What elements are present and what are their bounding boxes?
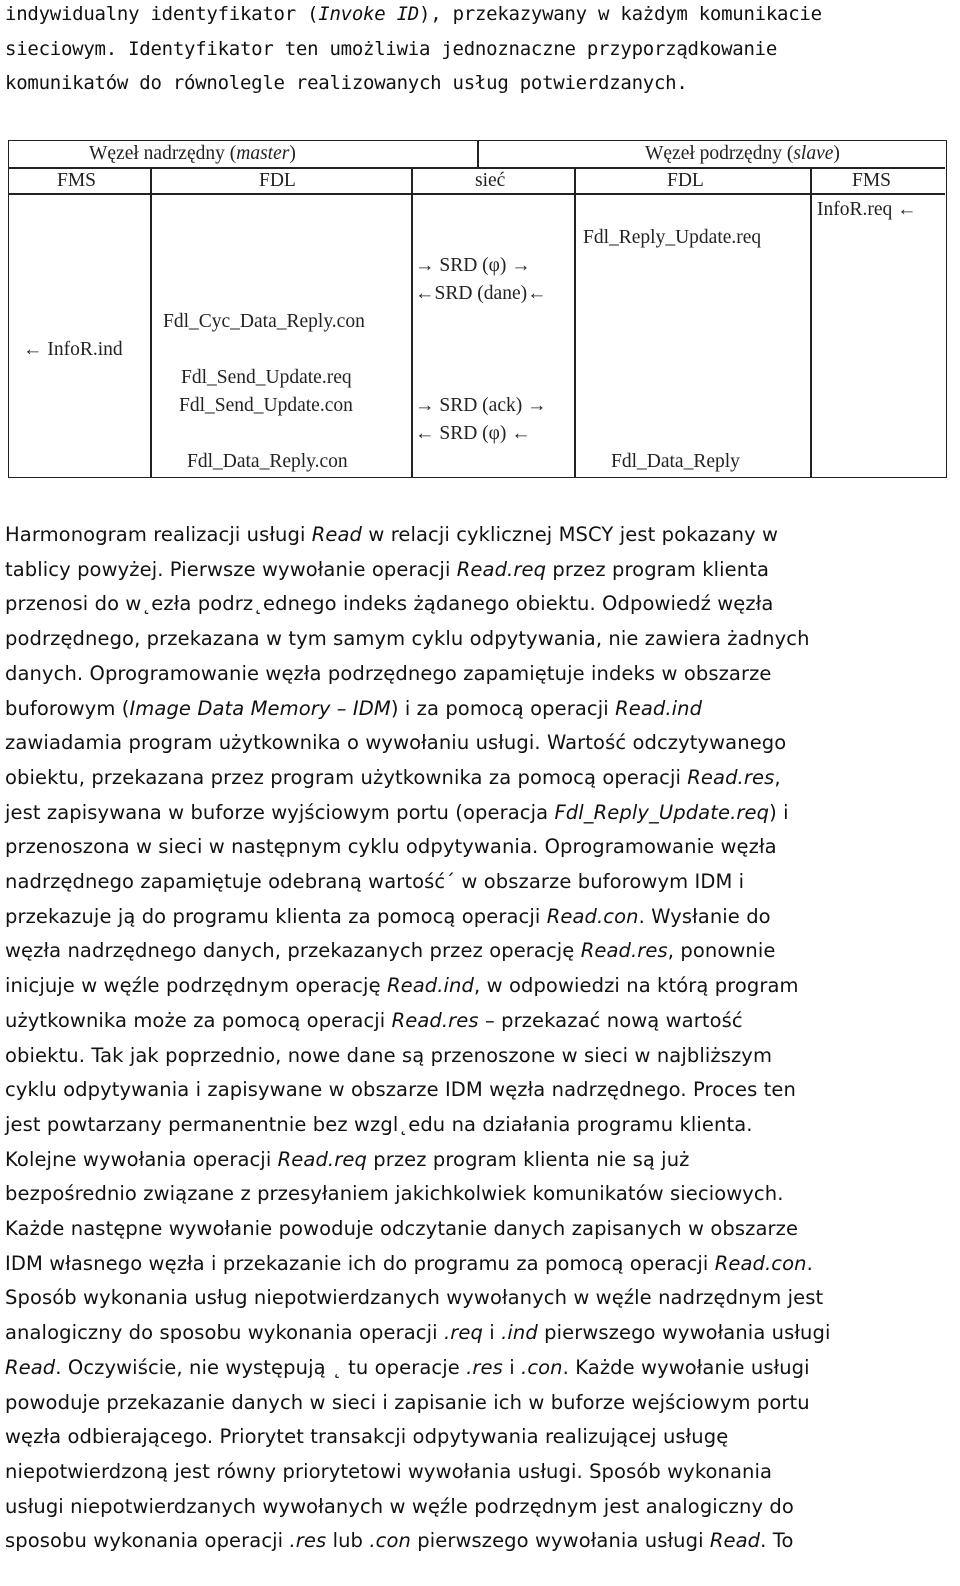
column-line [574,167,576,477]
text-run: . [806,1251,813,1275]
column-fdl-slave: FDL [667,170,704,191]
text-run: indywidualny identyfikator ( [5,3,319,25]
italic-term: Read.res [391,1008,479,1032]
inforeq-label: InfoR.req ← [817,199,917,220]
italic-term: .req [443,1321,483,1345]
text-run: Harmonogram realizacji usługi [5,523,312,546]
text-line [5,1004,743,1038]
text-run: danych. Oprogramowanie węzła podrzędnego zapamiętuje indeks w obszarze [5,661,772,685]
text-run: obiektu. Tak jak poprzednio, nowe dane są przenoszone w sieci w najbliższym [5,1043,773,1067]
text-line [5,761,781,795]
text-run: ) i [769,800,789,824]
text-line [5,1524,794,1558]
text-run: powoduje przekazanie danych w sieci i zapisanie ich w buforze wejściowym portu [5,1390,810,1414]
text-line [5,1073,796,1107]
text-run: przez program klienta [546,557,770,581]
send-update-req-label: Fdl_Send_Update.req [181,367,352,388]
text-line [5,726,786,760]
data-reply-con-label: Fdl_Data_Reply.con [187,451,348,472]
text-run: IDM własnego węzła i przekazanie ich do programu za pomocą operacji [5,1251,715,1275]
text-line [5,1177,784,1211]
srd-data-arrow: ←SRD (dane)← [415,283,547,304]
text-run: sieciowym. Identyfikator ten umożliwia jednoznaczne przyporządkowanie [5,37,778,60]
italic-term: .ind [501,1321,538,1345]
column-line [411,167,413,477]
text-run: jest powtarzany permanentnie bez wzgl˛edu na działania programu klienta. [5,1112,753,1136]
text-line [5,622,810,656]
text-run: , ponownie [667,939,776,963]
text-line [5,1420,728,1454]
text-run: przekazuje ją do programu klienta za pomocą operacji [5,904,547,928]
text-run: , w odpowiedzi na którą program [474,974,799,998]
text-run: podrzędnego, przekazana w tym samym cyklu odpytywania, nie zawiera żadnych [5,627,810,651]
inforind-label: ← InfoR.ind [23,339,123,360]
text-line [5,66,688,100]
italic-term: Read.req [456,557,547,581]
text-run: użytkownika może za pomocą operacji [5,1008,392,1032]
data-reply-label: Fdl_Data_Reply [611,451,740,472]
text-run: obiektu, przekazana przez program użytkownika za pomocą operacji [5,765,688,789]
italic-term: Read.ind [615,696,703,720]
text-line [5,692,702,726]
text-run: usługi niepotwierdzanych wywołanych w węźle podrzędnym jest analogiczny do [5,1494,794,1518]
text-run: jest zapisywana w buforze wyjściowym portu (operacja [5,800,555,824]
text-line [5,1143,690,1177]
srd-request-arrow: → SRD (φ) → [415,255,531,276]
italic-term: Read.req [277,1147,367,1171]
text-line [5,518,778,552]
italic-term: Read [5,1355,56,1379]
text-line [5,553,769,587]
italic-term: Read.res [580,939,668,963]
text-run: węzła odbierającego. Priorytet transakcji odpytywania realizującej usługę [5,1425,729,1449]
text-line [5,1281,823,1315]
column-fms-slave: FMS [852,170,892,191]
text-line [5,1108,753,1142]
text-run: buforowym ( [5,696,130,720]
text-run: przenosi do w˛ezła podrz˛ednego indeks żądanego obiektu. Odpowiedź węzła [5,592,774,616]
send-update-con-label: Fdl_Send_Update.con [179,395,353,416]
italic-term: Read [311,523,363,546]
text-line [5,865,744,899]
text-line [5,1039,772,1073]
text-run: i [482,1321,502,1345]
column-line [810,167,812,477]
column-fdl-master: FDL [259,170,296,191]
text-run: – przekazać nową wartość [478,1008,743,1032]
italic-term: .res [466,1355,503,1379]
text-line [5,1351,810,1385]
text-line [5,1490,794,1524]
italic-term: Read.con [714,1251,807,1275]
italic-term: Fdl_Reply_Update.req [554,800,770,824]
text-run: komunikatów do równolegle realizowanych usług potwierdzanych. [5,72,688,95]
srd-ack-arrow: → SRD (ack) → [415,395,547,416]
text-run: bezpośrednio związane z przesyłaniem jakichkolwiek komunikatów sieciowych. [5,1182,784,1206]
text-line [5,934,775,968]
text-run: i [502,1355,522,1379]
text-run: przenoszona w sieci w następnym cyklu odpytywania. Oprogramowanie węzła [5,835,777,859]
text-run: niepotwierdzoną jest równy priorytetowi wywołania usługi. Sposób wykonania [5,1459,773,1483]
text-run: ), przekazywany w każdym komunikacie [419,3,822,25]
text-run: inicjuje w węźle podrzędnym operację [5,974,387,998]
text-run: węzła nadrzędnego danych, przekazanych przez operację [5,939,581,963]
reply-update-label: Fdl_Reply_Update.req [583,227,762,248]
text-line [5,0,822,31]
italic-term: .con [369,1529,411,1553]
srd-empty-arrow: ← SRD (φ) ← [415,423,531,444]
text-run: tablicy powyżej. Pierwsze wywołanie operacji [5,557,457,581]
text-line [5,796,789,830]
slave-header: Węzeł podrzędny (slave) [645,143,840,164]
italic-term: .res [289,1529,327,1553]
text-run: Sposób wykonania usług niepotwierdzanych wywołanych w węźle nadrzędnym jest [5,1286,824,1310]
text-run: . To [760,1529,794,1553]
text-run: lub [326,1529,370,1553]
text-run: przez program klienta nie są już [366,1147,690,1171]
italic-term: Read.res [687,765,775,789]
text-line [5,900,771,934]
cyc-reply-label: Fdl_Cyc_Data_Reply.con [163,311,365,332]
sequence-diagram [8,140,947,478]
italic-term: Read.ind [386,974,474,998]
column-fms-master: FMS [57,170,97,191]
text-run: analogiczny do sposobu wykonania operacji [5,1321,444,1345]
text-run: ) i za pomocą operacji [390,696,616,720]
text-line [5,657,772,691]
text-line [5,830,777,864]
column-line [477,141,479,167]
column-network: sieć [475,170,506,191]
text-run: pierwszego wywołania usługi [537,1321,831,1345]
text-run: nadrzędnego zapamiętuje odebraną wartość´ w obszarze buforowym IDM i [5,870,745,893]
text-line [5,1316,830,1350]
text-run: , [774,765,781,789]
italic-term: Image Data Memory – IDM [129,696,391,720]
text-run: Każde następne wywołanie powoduje odczytanie danych zapisanych w obszarze [5,1217,799,1240]
text-run: Kolejne wywołania operacji [5,1147,278,1171]
text-run: . Oczywiście, nie występują ˛ tu operacje [55,1355,467,1379]
text-run: w relacji cyklicznej MSCY jest pokazany w [362,523,779,546]
italic-term: Read [709,1529,761,1553]
text-run: . Każde wywołanie usługi [562,1355,810,1379]
italic-term: Read.con [546,904,639,928]
text-line [5,587,773,621]
text-run: sposobu wykonania operacji [5,1529,290,1553]
master-header: Węzeł nadrzędny (master) [89,143,296,164]
text-run: . Wysłanie do [638,904,771,928]
italic-term: Invoke ID [318,3,419,25]
italic-term: .con [521,1355,563,1379]
text-line [5,1212,798,1246]
text-line [5,1455,772,1489]
text-line [5,1386,810,1420]
text-run: zawiadamia program użytkownika o wywołaniu usługi. Wartość odczytywanego [5,731,787,755]
text-line [5,1247,813,1281]
text-run: pierwszego wywołania usługi [410,1529,710,1553]
column-line [150,167,152,477]
text-line [5,969,799,1003]
text-line [5,32,777,66]
text-run: cyklu odpytywania i zapisywane w obszarze IDM węzła nadrzędnego. Proces ten [5,1078,796,1102]
